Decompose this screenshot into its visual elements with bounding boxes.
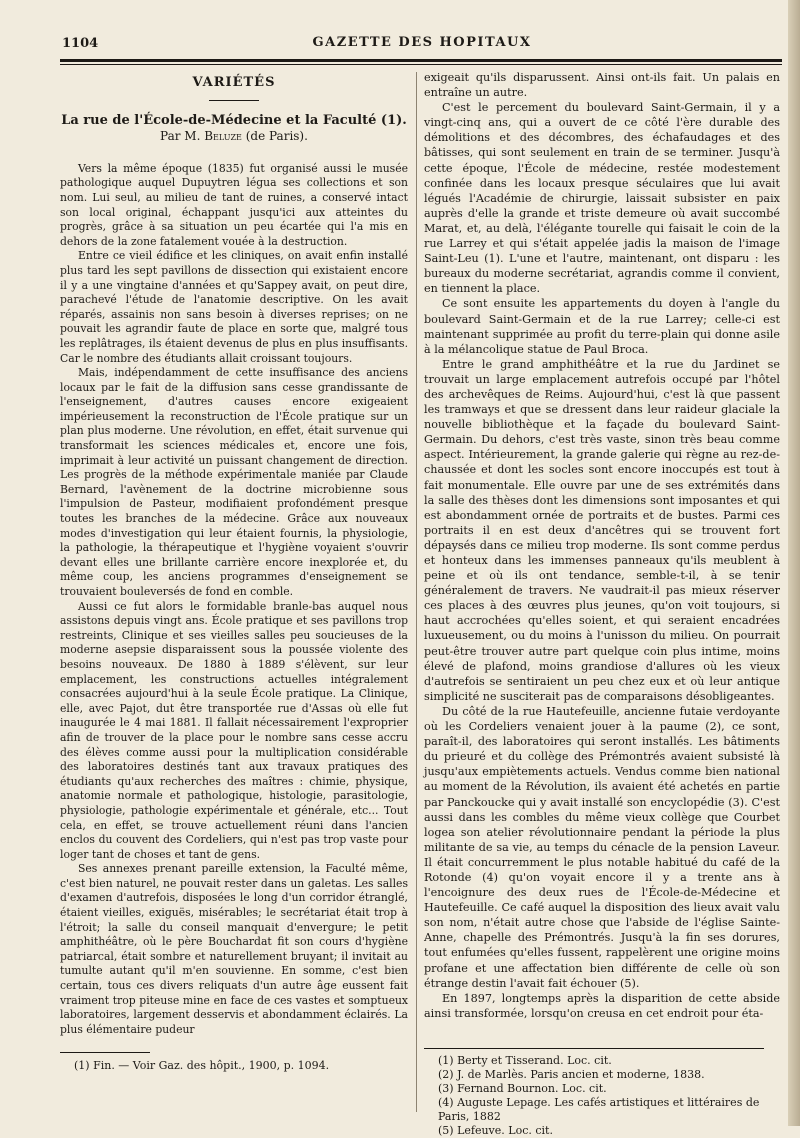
paragraph: Entre ce vieil édifice et les cliniques, on avait enfin installé plus tard les sept pavillons de dissection qui existaient encore il y a une vingtaine d'années et qu'Sappey avait, on peut dire, parachevé l'étude de l'anatomie descriptive. On les avait réparés, assainis non sans besoin à diverses reprises; on ne pouvait les agrandir faute de place en sorte que, malgré tous les replâtrages, ils étaient devenus de plus en plus insuffisants. Car le nombre des étudiants allait croissant toujours.: [60, 249, 408, 365]
footnote-rule: [60, 1052, 150, 1053]
footnote: (1) Berty et Tisserand. Loc. cit.: [438, 1054, 612, 1067]
footnotes-right: [424, 1048, 780, 1138]
footnotes-left: [60, 1052, 408, 1073]
footnote: (1) Fin. — Voir Gaz. des hôpit., 1900, p. 1094.: [74, 1059, 330, 1072]
column-divider: [416, 72, 417, 1112]
footnote: (3) Fernand Bournon. Loc. cit.: [438, 1082, 607, 1095]
byline-suffix: (de Paris).: [245, 129, 308, 144]
right-column: [424, 70, 780, 1021]
page-edge: [788, 0, 800, 1126]
paragraph: Aussi ce fut alors le formidable branle-bas auquel nous assistons depuis vingt ans. École pratique et ses pavillons trop restreints, Clinique et ses vieilles salles peu soucieuses de la moderne asepsie disparaissent sous la poussée violente des besoins nouveaux. De 1880 à 1889 s'élèvent, sur leur emplacement, les constructions actuelles intégralement consacrées aujourd'hui à la seule École pratique. La Clinique, elle, avec Pajot, dut être transportée rue d'Assas où elle fut inaugurée le 4 mai 1881. Il fallait nécessairement l'exproprier afin de trouver de la place pour le nombre sans cesse accru des élèves comme aussi pour la multiplication considérable des laboratoires destinés tant aux travaux pratiques des étudiants qu'aux recherches des maîtres : chimie, physique, anatomie normale et pathologique, histologie, parasitologie, physiologie, pathologie expérimentale et générale, etc... Tout cela, en effet, se trouve actuellement réuni dans l'ancien enclos du couvent des Cordeliers, qui n'est pas trop vaste pour loger tant de choses et tant de gens.: [60, 599, 408, 861]
byline: [60, 129, 408, 144]
paragraph: Ses annexes prenant pareille extension, la Faculté même, c'est bien naturel, ne pouvait rester dans un galetas. Les salles d'examen d'autrefois, disposées le long d'un corridor étranglé, étaient vieilles, exiguës, misérables; le secrétariat était trop à l'étroit; la salle du conseil manquait d'envergure; le petit amphithéâtre, où le père Bouchardat fit son cours d'hygiène patriarcal, était sombre et naturellement bruyant; il invitait au tumulte autant qu'il m'en souvienne. En somme, c'est bien certain, tous ces divers reliquats d'un autre âge eussent fait vraiment trop piteuse mine en face de ces vastes et somptueux laboratoires, largement desservis et abondamment éclairés. La plus élémentaire pudeur: [60, 862, 408, 1036]
paragraph-continuation: exigeait qu'ils disparussent. Ainsi ont-ils fait. Un palais en entraîne un autre.: [424, 71, 780, 100]
section-title: VARIÉTÉS: [192, 75, 276, 90]
page-header: [62, 33, 782, 55]
footnote-rule: [424, 1048, 764, 1049]
author-name: Beluze: [204, 129, 242, 144]
paragraph: Entre le grand amphithéâtre et la rue du Jardinet se trouvait un large emplacement autrefois occupé par l'hôtel des archevêques de Reims. Aujourd'hui, c'est là que passent les tramways et que se dressent dans leur raideur glaciale la nouvelle bibliothèque et la façade du boulevard Saint-Germain. Du dehors, c'est très vaste, sinon très beau comme aspect. Intérieurement, la grande galerie qui règne au rez-de-chaussée et dont les socles sont encore inoccupés est tout à fait monumentale. Elle ouvre par une de ses extrémités dans la salle des thèses dont les dimensions sont imposantes et qui est abondamment ornée de portraits et de bustes. Parmi ces portraits il en est deux d'ancêtres qui se trouvent fort dépaysés dans ce milieu trop moderne. Ils sont comme perdus et honteux dans les immenses panneaux qu'ils meublent à peine et où ils ont tendance, semble-t-il, à se tenir généralement de travers. Ne vaudrait-il pas mieux réserver ces places à des œuvres plus jeunes, qu'on voit toujours, si haut accrochées qu'elles soient, et qui seraient encadrées luxueusement, ou du moins à l'unisson du milieu. On pourrait peut-être trouver autre part quelque coin plus intime, moins élevé de plafond, moins grandiose d'allures où les vieux d'autrefois se sentiraient un peu chez eux et où leur antique simplicité ne susciterait pas de comparaisons désobligeantes.: [424, 357, 780, 703]
title-rule: [209, 100, 259, 101]
paragraph: Mais, indépendamment de cette insuffisance des anciens locaux par le fait de la diffusion sans cesse grandissante de l'enseignement, d'autres causes encore exigeaient impérieusement la reconstruction de l'École pratique sur un plan plus moderne. Une révolution, en effet, était survenue qui transformait les sciences médicales et, encore une fois, imprimait à leur activité un puissant changement de direction. Les progrès de la méthode expérimentale maniée par Claude Bernard, l'avènement de la doctrine microbienne sous l'impulsion de Pasteur, modifiaient profondément presque toutes les branches de la médecine. Grâce aux nouveaux modes d'investigation qui leur étaient fournis, la physiologie, la pathologie, la thérapeutique et l'hygiène voyaient s'ouvrir devant elles une brillante carrière encore inexplorée et, du même coup, les anciens programmes d'enseignement se trouvaient bouleversés de fond en comble.: [60, 366, 408, 598]
footnote: (4) Auguste Lepage. Les cafés artistiques et littéraires de Paris, 1882: [438, 1096, 760, 1123]
header-rule-thin: [60, 64, 782, 65]
footnote: (2) J. de Marlès. Paris ancien et moderne, 1838.: [438, 1068, 705, 1081]
running-title: GAZETTE DES HOPITAUX: [312, 35, 532, 50]
paragraph: En 1897, longtemps après la disparition de cette abside ainsi transformée, lorsqu'on creusa en cet endroit pour éta-: [424, 991, 780, 1020]
paragraph: Ce sont ensuite les appartements du doyen à l'angle du boulevard Saint-Germain et de la rue Larrey; celle-ci est maintenant supprimée au profit du terre-plain qui donne asile à la mélancolique statue de Paul Broca.: [424, 297, 780, 356]
page-number: 1104: [62, 36, 99, 51]
byline-prefix: Par M.: [160, 129, 201, 144]
article-title: La rue de l'École-de-Médecine et la Faculté (1).: [61, 112, 407, 128]
left-column: [60, 70, 408, 1037]
header-rule-thick: [60, 59, 782, 62]
paragraph: C'est le percement du boulevard Saint-Germain, il y a vingt-cinq ans, qui a ouvert de ce côté l'ère durable des démolitions et des décombres, des échafaudages et des bâtisses, qui sont seulement en train de se terminer. Jusqu'à cette époque, l'École de médecine, restée modestement confinée dans les locaux presque séculaires que lui avait légués l'Académie de chirurgie, laissait subsister en paix auprès d'elle la grande et triste demeure où avait succombé Marat, et, au delà, l'élégante tourelle qui faisait le coin de la rue Larrey et qui s'était appelée jadis la maison de l'image Saint-Leu (1). L'une et l'autre, maintenant, ont disparu : les bureaux du moderne secrétariat, agrandis comme il convient, en tiennent la place.: [424, 101, 780, 296]
footnote: (5) Lefeuve. Loc. cit.: [438, 1124, 553, 1137]
paragraph: Vers la même époque (1835) fut organisé aussi le musée pathologique auquel Dupuytren légua ses collections et son nom. Lui seul, au milieu de tant de ruines, a conservé intact son local original, échappant jusqu'ici aux atteintes du progrès, grâce à sa situation un peu écartée qui l'a mis en dehors de la zone fatalement vouée à la destruction.: [60, 161, 408, 248]
paragraph: Du côté de la rue Hautefeuille, ancienne futaie verdoyante où les Cordeliers venaient jouer à la paume (2), ce sont, paraît-il, des laboratoires qui seront installés. Les bâtiments du prieuré et du collège des Prémontrés avaient subsisté là jusqu'aux empiètements actuels. Vendus comme bien national au moment de la Révolution, ils avaient été achetés en partie par Panckoucke qui y avait installé son encyclopédie (3). C'est aussi dans les combles du même vieux collège que Courbet logea son atelier révolutionnaire pendant la période la plus militante de sa vie, au temps du cénacle de la pension Laveur. Il était concurremment le plus notable habitué du café de la Rotonde (4) qu'on voyait encore il y a trente ans à l'encoignure des deux rues de l'École-de-Médecine et Hautefeuille. Ce café auquel la disposition des lieux avait valu son nom, n'était autre chose que l'abside de l'église Sainte-Anne, chapelle des Prémontrés. Jusqu'à la fin ses dorures, tout enfumées qu'elles fussent, rappelèrent une origine moins profane et une affectation bien différente de celle où son étrange destin l'avait fait échouer (5).: [424, 704, 780, 990]
